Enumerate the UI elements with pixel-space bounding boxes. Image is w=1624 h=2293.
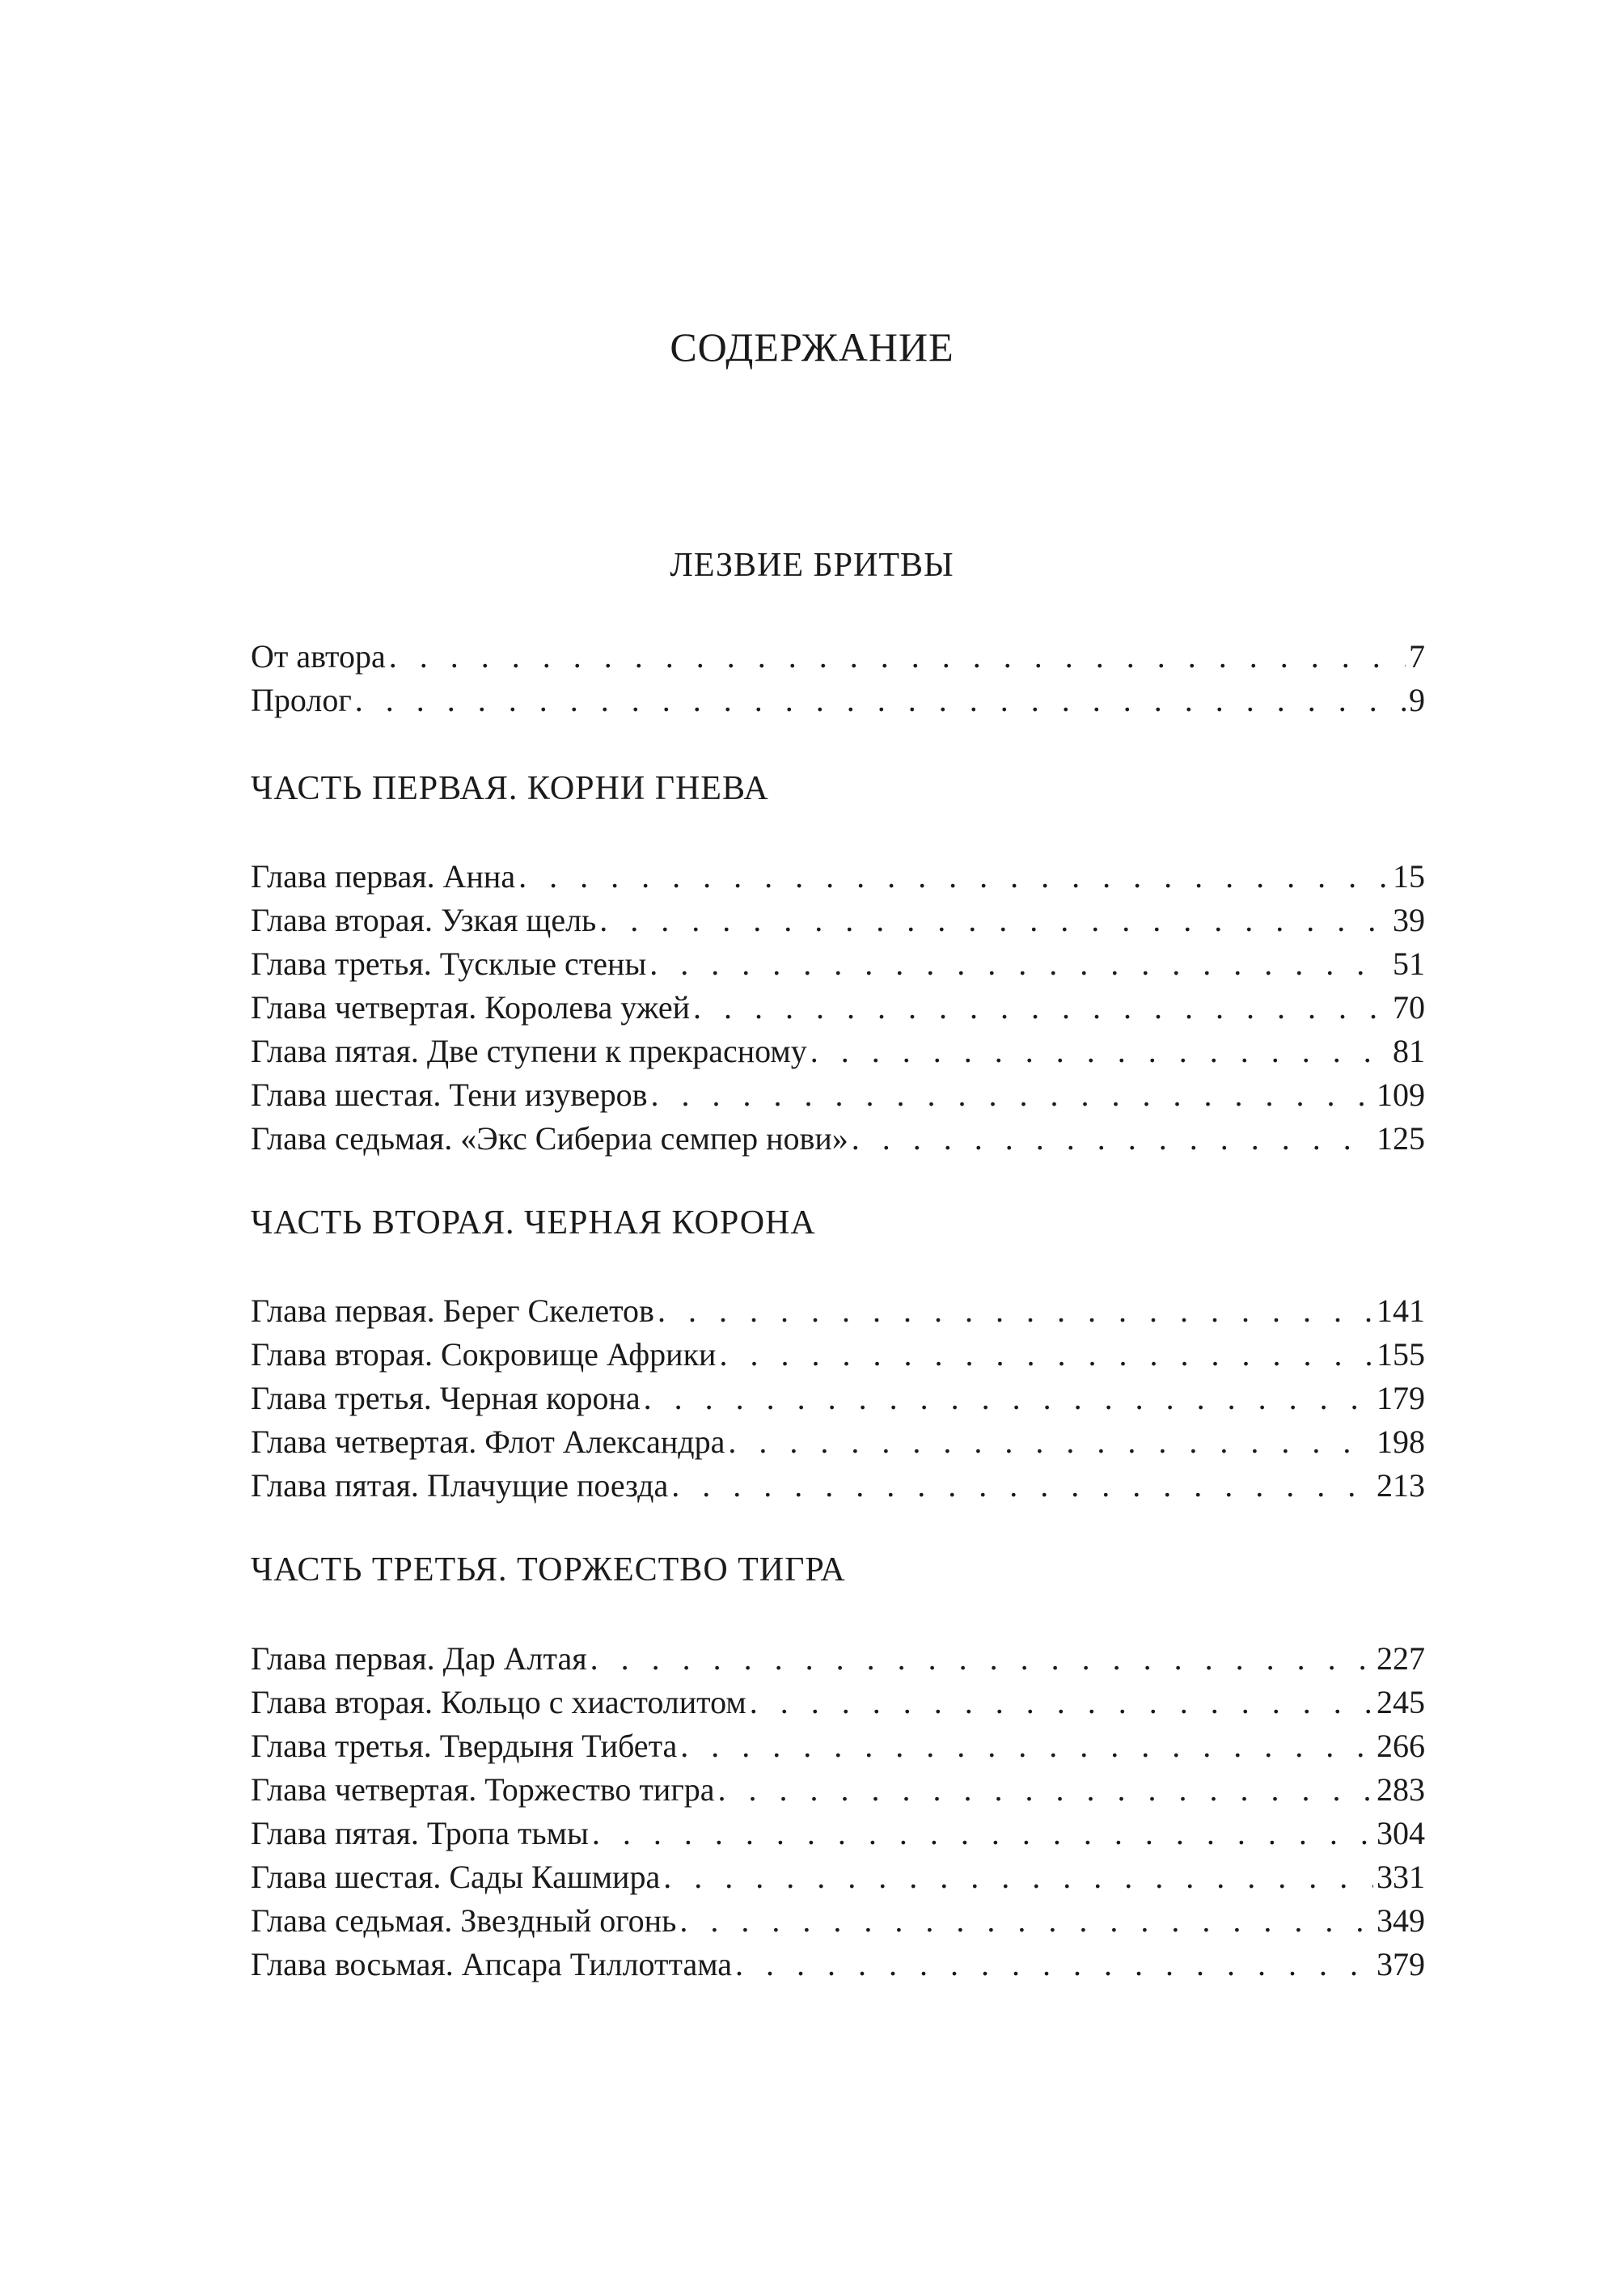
dot-leader (651, 1073, 1373, 1117)
dot-leader (355, 679, 1406, 722)
dot-leader (663, 1855, 1373, 1899)
toc-entry[interactable] (251, 1117, 1425, 1161)
entry-label: Глава третья. Тусклые стены (251, 946, 647, 982)
entry-label: Глава седьмая. Звездный огонь (251, 1902, 677, 1939)
entry-page-number: 379 (1377, 1946, 1425, 1982)
entry-page-number: 198 (1377, 1424, 1425, 1460)
entry-label: Глава вторая. Узкая щель (251, 902, 597, 938)
toc-entry[interactable] (251, 1464, 1425, 1508)
entry-page-number: 283 (1377, 1771, 1425, 1808)
dot-leader (518, 855, 1389, 899)
dot-leader (644, 1377, 1373, 1420)
entry-page-number: 7 (1409, 638, 1425, 675)
entry-page-number: 349 (1377, 1902, 1425, 1939)
entry-page-number: 141 (1377, 1292, 1425, 1329)
entry-label: Глава шестая. Тени изуверов (251, 1077, 648, 1113)
entry-page-number: 304 (1377, 1815, 1425, 1851)
entry-page-number: 245 (1377, 1684, 1425, 1720)
entry-label: Глава первая. Берег Скелетов (251, 1292, 654, 1329)
part-1-heading-block (251, 767, 1425, 810)
entry-label: Глава пятая. Тропа тьмы (251, 1815, 589, 1851)
entry-page-number: 109 (1377, 1077, 1425, 1113)
part-1-chapter-list (251, 855, 1425, 1161)
toc-entry[interactable] (251, 942, 1425, 986)
dot-leader (658, 1289, 1373, 1333)
entry-page-number: 70 (1393, 989, 1425, 1026)
entry-page-number: 51 (1393, 946, 1425, 982)
entry-label: Глава третья. Черная корона (251, 1380, 641, 1416)
entry-label: Глава первая. Дар Алтая (251, 1640, 587, 1677)
entry-label: Пролог (251, 682, 352, 718)
entry-page-number: 155 (1377, 1336, 1425, 1373)
dot-leader (389, 635, 1406, 679)
entry-page-number: 39 (1393, 902, 1425, 938)
toc-entry[interactable] (251, 1289, 1425, 1333)
entry-label: От автора (251, 638, 386, 675)
dot-leader (680, 1724, 1373, 1768)
entry-label: Глава вторая. Кольцо с хиастолитом (251, 1684, 746, 1720)
dot-leader (735, 1943, 1373, 1986)
entry-label: Глава третья. Твердыня Тибета (251, 1728, 678, 1764)
toc-entry[interactable] (251, 1637, 1425, 1681)
part-heading: ЧАСТЬ ПЕРВАЯ. КОРНИ ГНЕВА (251, 770, 769, 807)
toc-entry[interactable] (251, 1899, 1425, 1943)
dot-leader (719, 1333, 1373, 1377)
entry-page-number: 125 (1377, 1120, 1425, 1157)
entry-label: Глава шестая. Сады Кашмира (251, 1859, 661, 1895)
part-heading: ЧАСТЬ ТРЕТЬЯ. ТОРЖЕСТВО ТИГРА (251, 1551, 846, 1589)
toc-entry-prologue[interactable] (251, 679, 1425, 722)
part-3-heading-block (251, 1548, 1425, 1592)
dot-leader (750, 1681, 1373, 1724)
toc-entry[interactable] (251, 1030, 1425, 1073)
entry-page-number: 213 (1377, 1467, 1425, 1504)
entry-page-number: 266 (1377, 1728, 1425, 1764)
toc-entry[interactable] (251, 1073, 1425, 1117)
entry-label: Глава восьмая. Апсара Тиллоттама (251, 1946, 733, 1982)
toc-entry-author-note[interactable] (251, 635, 1425, 679)
entry-label: Глава седьмая. «Экс Сибериа семпер нови» (251, 1120, 848, 1157)
entry-label: Глава вторая. Сокровище Африки (251, 1336, 717, 1373)
entry-label: Глава первая. Анна (251, 858, 516, 895)
toc-entry[interactable] (251, 1681, 1425, 1724)
dot-leader (592, 1812, 1373, 1855)
toc-entry[interactable] (251, 1812, 1425, 1855)
part-2-chapter-list (251, 1289, 1425, 1508)
dot-leader (649, 942, 1389, 986)
entry-label: Глава четвертая. Королева ужей (251, 989, 691, 1026)
toc-entry[interactable] (251, 1420, 1425, 1464)
entry-label: Глава четвертая. Флот Александра (251, 1424, 725, 1460)
page-title: СОДЕРЖАНИЕ (670, 324, 954, 370)
front-matter-list (251, 635, 1425, 722)
entry-page-number: 331 (1377, 1859, 1425, 1895)
dot-leader (693, 986, 1389, 1030)
toc-entry[interactable] (251, 1724, 1425, 1768)
toc-entry[interactable] (251, 1333, 1425, 1377)
part-heading: ЧАСТЬ ВТОРАЯ. ЧЕРНАЯ КОРОНА (251, 1204, 816, 1242)
entry-page-number: 81 (1393, 1033, 1425, 1069)
toc-entry[interactable] (251, 1943, 1425, 1986)
entry-page-number: 227 (1377, 1640, 1425, 1677)
entry-page-number: 9 (1409, 682, 1425, 718)
dot-leader (590, 1637, 1373, 1681)
entry-label: Глава четвертая. Торжество тигра (251, 1771, 715, 1808)
toc-entry[interactable] (251, 1855, 1425, 1899)
dot-leader (810, 1030, 1389, 1073)
book-title: ЛЕЗВИЕ БРИТВЫ (670, 547, 954, 584)
entry-label: Глава пятая. Плачущие поезда (251, 1467, 669, 1504)
toc-entry[interactable] (251, 899, 1425, 942)
toc-entry[interactable] (251, 1768, 1425, 1812)
dot-leader (671, 1464, 1373, 1508)
entry-label: Глава пятая. Две ступени к прекрасному (251, 1033, 807, 1069)
dot-leader (599, 899, 1389, 942)
dot-leader (728, 1420, 1373, 1464)
toc-entry[interactable] (251, 855, 1425, 899)
entry-page-number: 179 (1377, 1380, 1425, 1416)
toc-entry[interactable] (251, 1377, 1425, 1420)
dot-leader (717, 1768, 1373, 1812)
toc-entry[interactable] (251, 986, 1425, 1030)
part-2-heading-block (251, 1201, 1425, 1245)
dot-leader (679, 1899, 1373, 1943)
part-3-chapter-list (251, 1637, 1425, 1986)
dot-leader (852, 1117, 1373, 1161)
entry-page-number: 15 (1393, 858, 1425, 895)
